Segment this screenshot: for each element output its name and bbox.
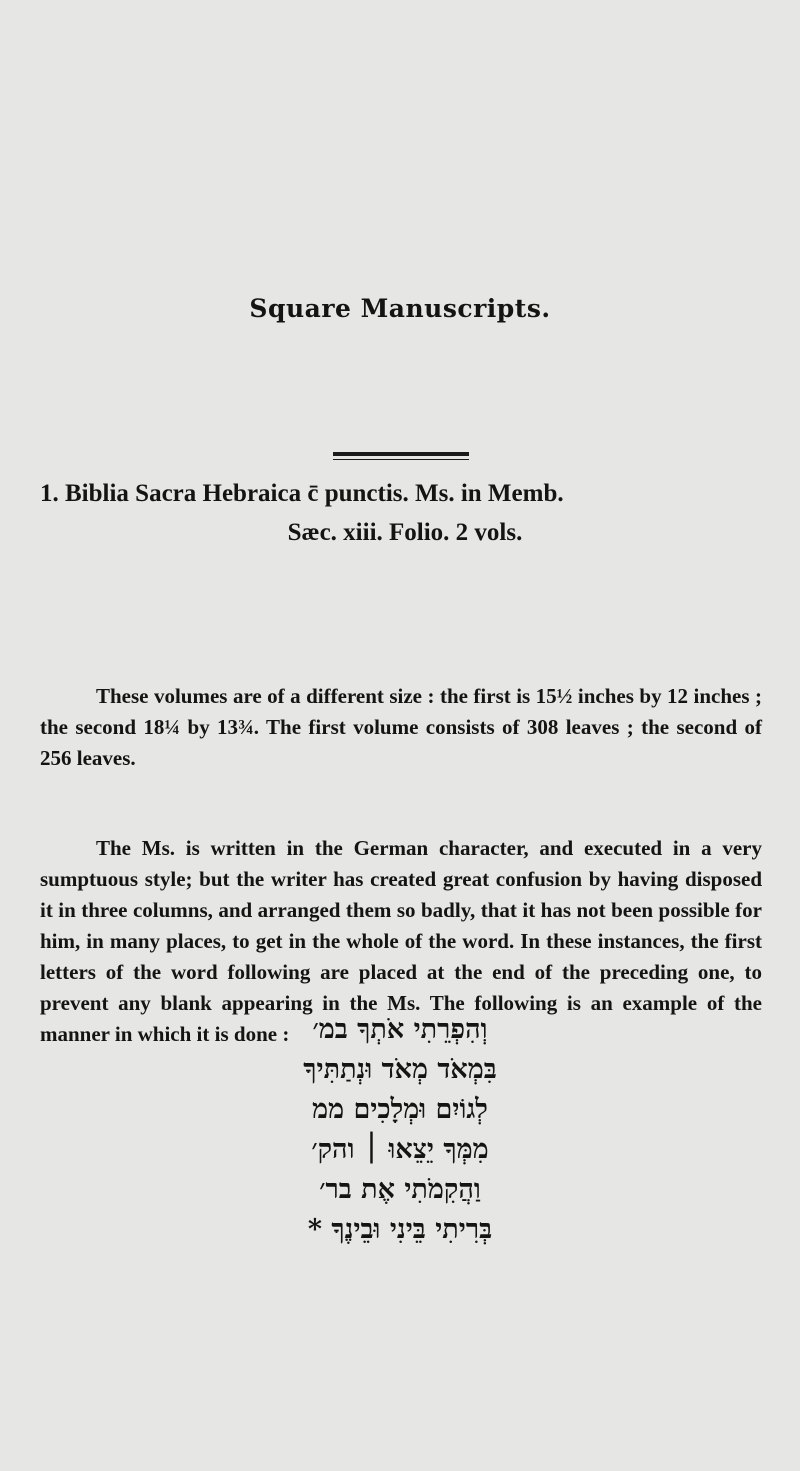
hebrew-line: מִמְּךָ יֵצֵאוּ ׀ והק׳ bbox=[311, 1134, 489, 1165]
entry-title bbox=[40, 474, 770, 552]
hebrew-line: וַהֲקִמֹתִי אֶת בר׳ bbox=[319, 1174, 481, 1205]
paragraph-dimensions: These volumes are of a different size : the first is 15½ inches by 12 inches ; the second 18¼ by 13¾. The first volume consists of 308 leaves ; the second of 256 leaves. bbox=[40, 684, 762, 770]
hebrew-example bbox=[0, 1010, 800, 1250]
hebrew-line: וְהִפְרֵתִי אֹתְךָ במ׳ bbox=[312, 1014, 488, 1045]
entry-title-line2: Sæc. xiii. Folio. 2 vols. bbox=[287, 519, 523, 546]
entry-title-line1: 1. Biblia Sacra Hebraica c̄ punctis. Ms. in Memb. bbox=[40, 480, 564, 507]
hebrew-line: בְּרִיתִי בֵּינִי וּבֵינֶךָ * bbox=[307, 1214, 493, 1245]
hebrew-line: לְגוֹיִם וּמְלָכִים ממ bbox=[312, 1094, 488, 1125]
heading-rule-thick bbox=[333, 452, 469, 456]
page-heading: Square Manuscripts. bbox=[249, 294, 551, 323]
paragraph-description: The Ms. is written in the German character, and executed in a very sumptuous style; but the writer has created great confusion by having disposed it in three columns, and arranged them so badly, that it has not been possible for him, in many places, to get in the whole of the word. In these instances, the first letters of the word following are placed at the end of the preceding one, to prevent any blank appearing in the Ms. The following is an example of the manner in which it is done : bbox=[40, 836, 762, 1046]
heading-rule-thin bbox=[333, 459, 469, 460]
hebrew-line: בִּמְאֹד מְאֹד וּנְתַתִּיךָ bbox=[303, 1054, 497, 1085]
